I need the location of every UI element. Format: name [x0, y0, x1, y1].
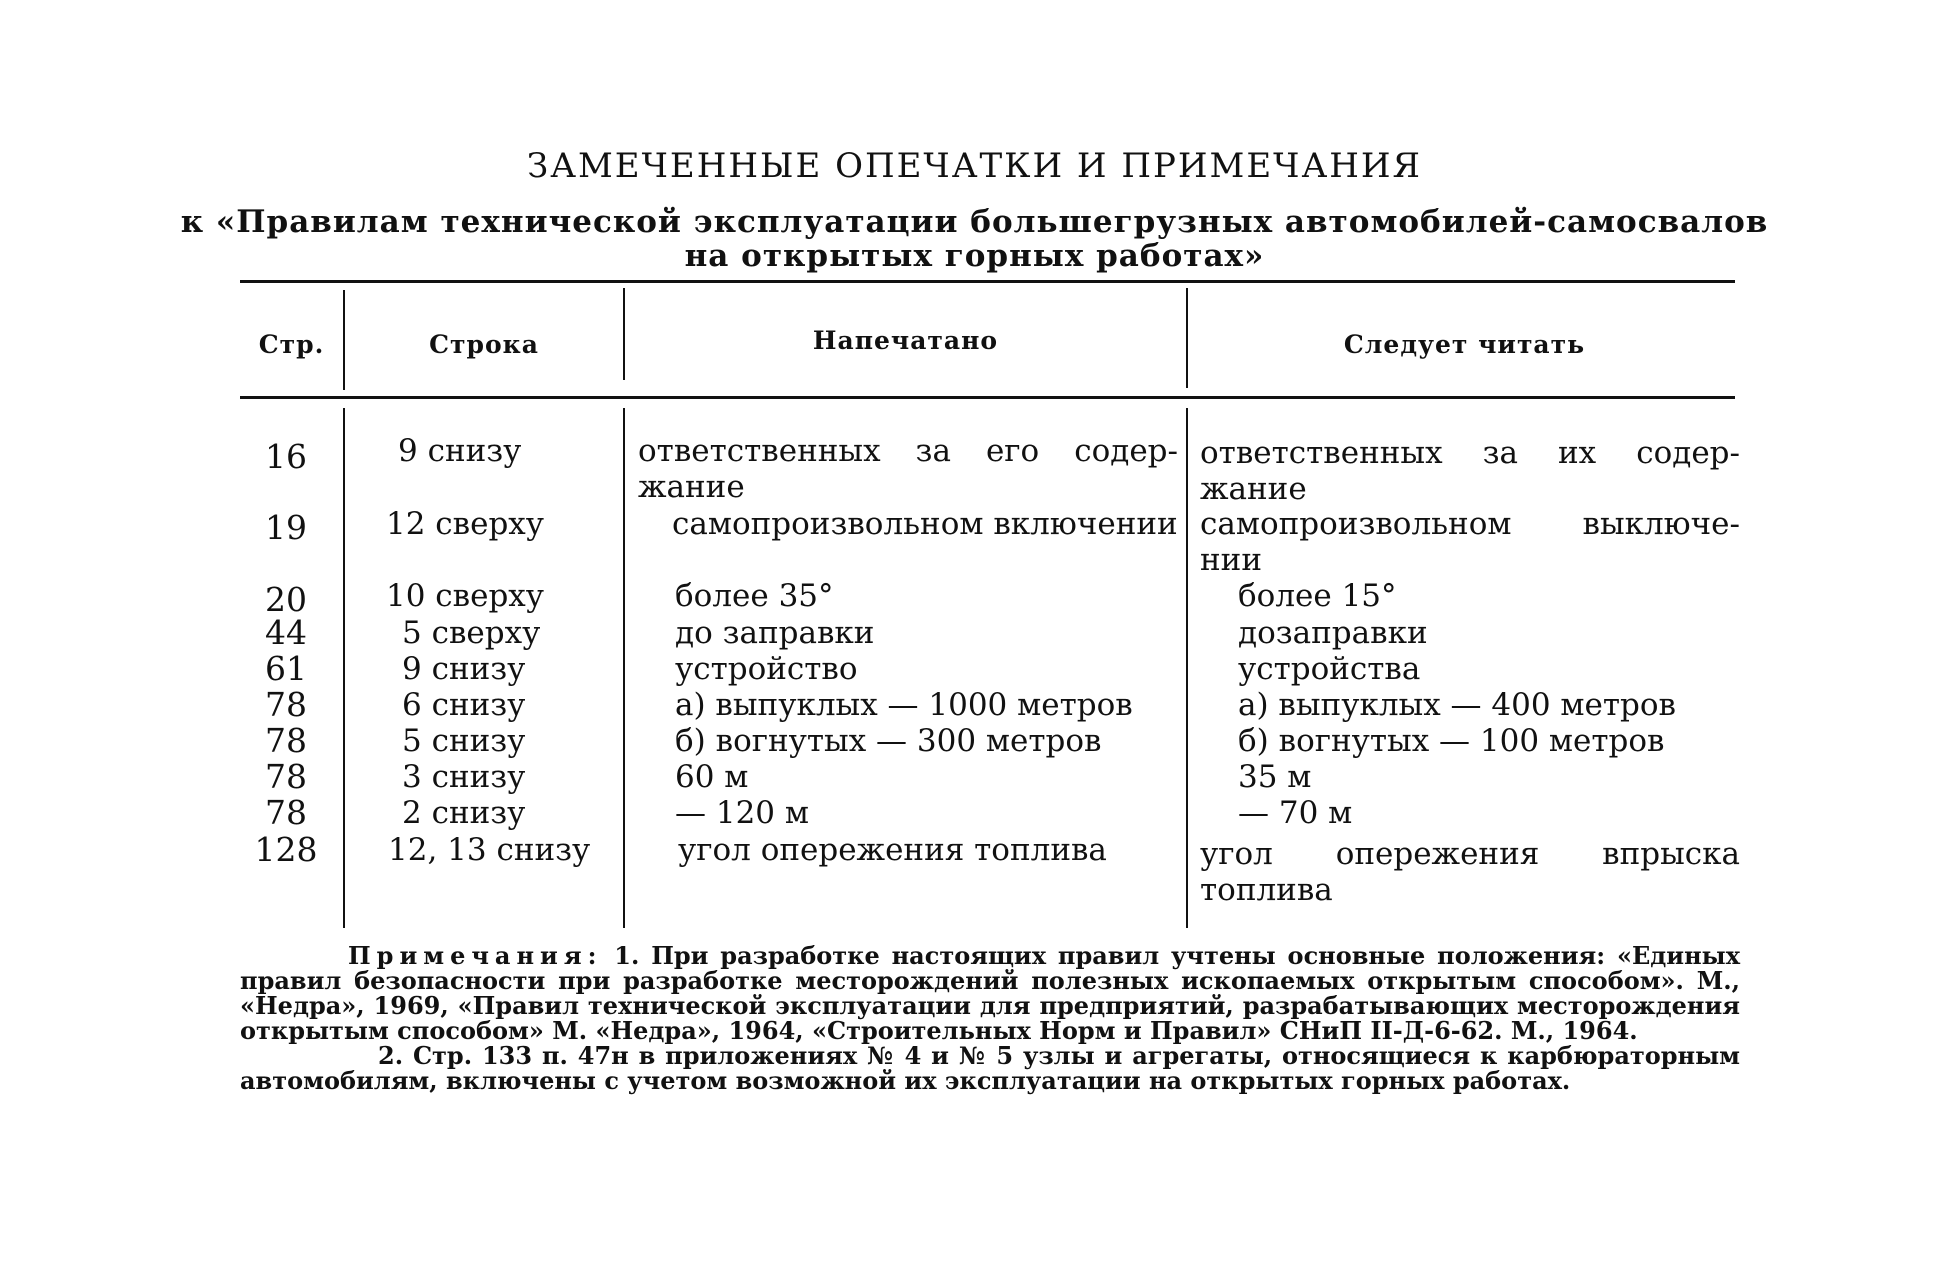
cell-line: 2 снизу: [402, 795, 526, 831]
cell-printed: — 120 м: [675, 795, 809, 831]
cell-line: 5 снизу: [402, 723, 526, 759]
cell-printed: самопроизвольном включении: [672, 506, 1178, 542]
cell-page: 78: [265, 757, 307, 796]
header-printed: Напечатано: [812, 326, 999, 355]
cell-line: 3 снизу: [402, 759, 526, 795]
cell-page: 16: [265, 437, 307, 476]
cell-page: 78: [265, 721, 307, 760]
cell-read: б) вогнутых — 100 метров: [1238, 723, 1665, 759]
cell-line: 5 сверху: [402, 615, 541, 651]
note-1: [240, 943, 1740, 1043]
header-read: Следует читать: [1343, 330, 1586, 359]
cell-printed: б) вогнутых — 300 метров: [675, 723, 1102, 759]
cell-printed: более 35°: [675, 578, 834, 614]
subtitle-line-2: на открытых горных работах»: [684, 238, 1265, 274]
cell-page: 128: [254, 830, 318, 869]
cell-line: 9 снизу: [402, 651, 526, 687]
cell-read: а) выпуклых — 400 метров: [1238, 687, 1676, 723]
cell-printed: угол опережения топлива: [678, 832, 1107, 868]
notes-lead: Примечания:: [348, 941, 603, 970]
cell-printed: устройство: [675, 651, 858, 687]
cell-printed: до заправки: [675, 615, 875, 651]
cell-page: 20: [265, 580, 307, 619]
cell-page: 61: [265, 649, 307, 688]
cell-page: 19: [265, 508, 307, 547]
note-2: 2. Стр. 133 п. 47н в приложениях № 4 и № 5 узлы и агрегаты, относящиеся к карбюраторным автомобилям, включены с учетом возможной их эксплуатации на открытых горных работах.: [240, 1041, 1740, 1095]
cell-printed: 60 м: [675, 759, 749, 795]
cell-read: более 15°: [1238, 578, 1397, 614]
header-page: Стр.: [258, 330, 325, 359]
cell-read: — 70 м: [1238, 795, 1353, 831]
cell-page: 44: [265, 613, 307, 652]
cell-read: самопроизвольном выключе-нии: [1200, 506, 1740, 578]
page-title: ЗАМЕЧЕННЫЕ ОПЕЧАТКИ И ПРИМЕЧАНИЯ: [527, 146, 1422, 186]
cell-read: дозаправки: [1238, 615, 1428, 651]
cell-read: ответственных за их содер-жание: [1200, 435, 1740, 507]
cell-line: 12, 13 снизу: [388, 832, 591, 868]
cell-read: 35 м: [1238, 759, 1312, 795]
cell-line: 6 снизу: [402, 687, 526, 723]
cell-line: 10 сверху: [386, 578, 545, 614]
note-1-text: 1. При разработке настоящих правил учтены основные положения: «Единых правил безопасности при разработке месторождений полезных ископаемых открытым способом». М., «Недра», 1969, «Правил технической эксплуатации для предприятий, разрабатывающих месторождения открытым способом» М. «Недра», 1964, «Строительных Норм и Правил» СНиП II-Д-6-62. М., 1964.: [240, 941, 1741, 1045]
cell-printed: а) выпуклых — 1000 метров: [675, 687, 1133, 723]
subtitle-line-1: к «Правилам технической эксплуатации большегрузных автомобилей-самосвалов: [180, 204, 1769, 240]
cell-line: 9 снизу: [398, 433, 522, 469]
cell-printed: ответственных за его содер-жание: [638, 433, 1178, 505]
notes-block: [240, 943, 1740, 1093]
cell-read: угол опережения впрыска топлива: [1200, 836, 1740, 908]
cell-page: 78: [265, 793, 307, 832]
header-line: Строка: [429, 330, 539, 359]
cell-read: устройства: [1238, 651, 1421, 687]
cell-page: 78: [265, 685, 307, 724]
cell-line: 12 сверху: [386, 506, 545, 542]
